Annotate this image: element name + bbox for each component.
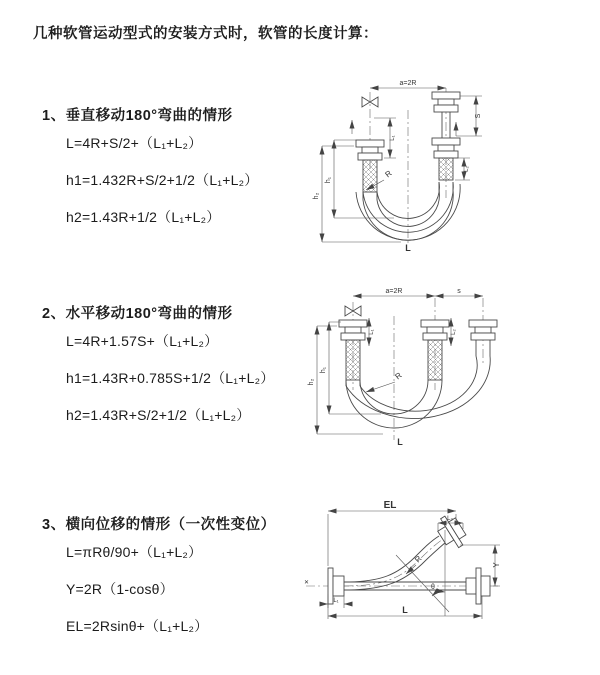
dim-el: [328, 500, 456, 566]
dim-l2: [455, 158, 470, 180]
middle-pipe-fitting: [421, 320, 449, 380]
dim-l1: [320, 596, 352, 608]
dim-s: [435, 288, 483, 296]
page-title: 几种软管运动型式的安装方式时，软管的长度计算：: [33, 26, 378, 42]
dim-l1: [369, 318, 375, 346]
section-1-heading: 1、垂直移动180°弯曲的情形: [42, 108, 233, 124]
dim-label-l2: L₂: [447, 516, 453, 522]
displaced-hose-position: [344, 512, 470, 590]
radius-label: R: [413, 554, 424, 565]
radius-label: R: [383, 168, 394, 180]
section-2-heading: 2、水平移动180°弯曲的情形: [42, 306, 233, 322]
dim-label-l2: L₂: [451, 329, 457, 335]
braided-hose-right: [439, 158, 453, 180]
braided-hose-middle: [428, 340, 442, 380]
section-1-formula-h2: h2=1.43R+1/2（L₁+L₂）: [66, 209, 221, 225]
angle-label: θ: [431, 584, 435, 591]
centerline-end-mark: ✕: [304, 580, 310, 586]
radius-label: R: [393, 370, 404, 382]
braided-hose-left: [363, 160, 377, 192]
movement-arrows: [352, 120, 456, 136]
dim-label-s: s: [457, 288, 461, 295]
dim-s: [456, 96, 482, 136]
dim-label-h1: h₁: [320, 366, 327, 374]
dim-label-l1: L₁: [333, 598, 339, 604]
length-label: L: [397, 437, 403, 447]
dim-label-span: a=2R: [385, 288, 403, 295]
length-label: L: [405, 243, 411, 253]
left-pipe-fitting: [339, 320, 367, 380]
section-3-formula-L: L=πRθ/90+（L₁+L₂）: [66, 544, 203, 560]
section-2: [42, 302, 312, 434]
section-3-formula-EL: EL=2Rsinθ+（L₁+L₂）: [66, 618, 209, 634]
dim-label-l2: L₂: [464, 166, 470, 172]
dim-span: [353, 288, 435, 296]
section-1-formula-L: L=4R+S/2+（L₁+L₂）: [66, 135, 203, 151]
section-2-formula-h2: h2=1.43R+S/2+1/2（L₁+L₂）: [66, 407, 251, 423]
hose-u-bends: [346, 356, 490, 428]
dim-l2: [451, 318, 457, 346]
diagram-horizontal-180-bend: [303, 282, 600, 452]
diagram-vertical-180-bend: [306, 72, 596, 256]
dim-span: [370, 80, 446, 88]
diagram-lateral-displacement: [298, 498, 600, 660]
dim-label-l1: L₁: [390, 135, 396, 141]
dim-label-h2: h₂: [313, 192, 320, 200]
angle-construction: [396, 530, 449, 616]
dim-l: [328, 594, 482, 619]
dim-label-h2: h₂: [308, 378, 315, 386]
dim-label-l1: L₁: [369, 329, 375, 335]
section-2-formula-L: L=4R+1.57S+（L₁+L₂）: [66, 333, 219, 349]
dim-label-s: S: [475, 113, 482, 119]
dim-label-y: Y: [492, 562, 501, 568]
left-pipe-fitting: [356, 140, 384, 192]
section-3-heading: 3、横向位移的情形（一次性变位）: [42, 517, 276, 533]
dim-label-l: L: [402, 605, 408, 615]
dim-label-span: a=2R: [399, 80, 417, 87]
section-2-formula-h1: h1=1.43R+0.785S+1/2（L₁+L₂）: [66, 370, 275, 386]
section-1-formula-h1: h1=1.432R+S/2+1/2（L₁+L₂）: [66, 172, 259, 188]
dim-label-el: EL: [383, 500, 397, 511]
radius-callout: [366, 371, 404, 392]
braided-hose-left: [346, 340, 360, 380]
section-3-formula-Y: Y=2R（1-cosθ）: [66, 581, 174, 597]
dim-label-h1: h₁: [325, 176, 332, 184]
dim-h2: [308, 326, 383, 434]
section-3: [42, 513, 312, 645]
section-1: [42, 104, 312, 236]
